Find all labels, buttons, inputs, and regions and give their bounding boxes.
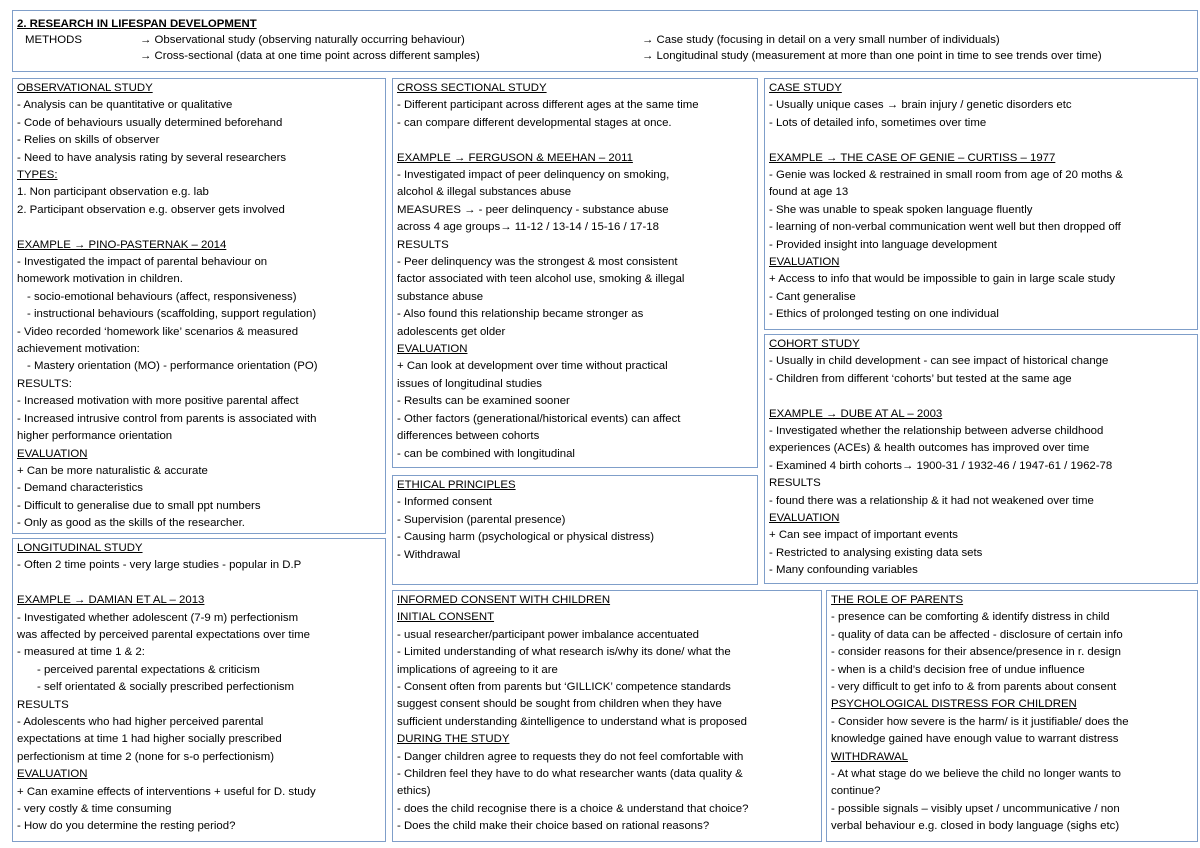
longitudinal-example-line: - measured at time 1 & 2: — [17, 646, 145, 659]
observational-example-title: EXAMPLE → PINO-PASTERNAK – 2014 — [17, 238, 227, 251]
cross-sectional-example-line: MEASURES → - peer delinquency - substance abuse — [397, 203, 669, 216]
methods-row-1 — [17, 32, 1194, 48]
cohort-evaluation-line: - Restricted to analysing existing data sets — [769, 546, 983, 559]
during-study-line: - Children feel they have to do what researcher wants (data quality & — [397, 768, 743, 781]
parents-title: THE ROLE OF PARENTS — [831, 594, 964, 606]
observational-evaluation-line: - Demand characteristics — [17, 482, 143, 495]
case-study-example-title: EXAMPLE → THE CASE OF GENIE – CURTISS – 1977 — [769, 151, 1056, 164]
withdrawal-line: verbal behaviour e.g. closed in body language (sighs etc) — [831, 820, 1120, 833]
cross-sectional-line: - can compare different developmental stages at once. — [397, 116, 672, 129]
informed-consent-panel — [392, 590, 822, 842]
role-of-parents-panel — [826, 590, 1198, 842]
cross-sectional-example-line: substance abuse — [397, 290, 484, 303]
parents-line: - consider reasons for their absence/presence in r. design — [831, 646, 1121, 659]
initial-consent-line: suggest consent should be sought from children when they have — [397, 698, 722, 711]
cross-sectional-evaluation-line: - Other factors (generational/historical events) can affect — [397, 412, 681, 425]
longitudinal-results-line: perfectionism at time 2 (none for s-o perfectionism) — [17, 750, 275, 763]
observational-evaluation-line: - Difficult to generalise due to small ppt numbers — [17, 499, 261, 512]
ethical-line: - Supervision (parental presence) — [397, 513, 566, 526]
initial-consent-line: - usual researcher/participant power imbalance accentuated — [397, 628, 700, 641]
ethical-line: - Withdrawal — [397, 548, 461, 561]
observational-example-line: - socio-emotional behaviours (affect, responsiveness) — [27, 290, 297, 303]
cross-sectional-evaluation-line: differences between cohorts — [397, 430, 540, 443]
observational-example-line: higher performance orientation — [17, 430, 173, 443]
observational-example-line: - Investigated the impact of parental behaviour on — [17, 256, 268, 269]
distress-label: PSYCHOLOGICAL DISTRESS FOR CHILDREN — [831, 698, 1077, 711]
initial-consent-label: INITIAL CONSENT — [397, 611, 495, 624]
ethical-line: - Informed consent — [397, 496, 492, 509]
during-study-line: - Does the child make their choice based on rational reasons? — [397, 820, 710, 833]
method-case-study: → Case study (focusing in detail on a very small number of individuals) — [642, 34, 1000, 46]
observational-title: OBSERVATIONAL STUDY — [17, 82, 153, 94]
cross-sectional-example-line: factor associated with teen alcohol use, smoking & illegal — [397, 273, 685, 286]
longitudinal-example-line: was affected by perceived parental expectations over time — [17, 629, 310, 642]
longitudinal-example-title: EXAMPLE → DAMIAN ET AL – 2013 — [17, 594, 205, 607]
page-title: 2. RESEARCH IN LIFESPAN DEVELOPMENT — [17, 18, 257, 30]
case-study-line: - Usually unique cases → brain injury / genetic disorders etc — [769, 99, 1072, 112]
case-study-evaluation-label: EVALUATION — [769, 256, 840, 269]
cohort-results-label: RESULTS — [769, 477, 821, 490]
withdrawal-line: - At what stage do we believe the child no longer wants to — [831, 768, 1122, 781]
case-study-example-line: - Genie was locked & restrained in small room from age of 20 moths & — [769, 169, 1123, 182]
observational-example-line: - Increased motivation with more positive parental affect — [17, 395, 299, 408]
observational-line: - Relies on skills of observer — [17, 134, 160, 147]
cohort-example-title: EXAMPLE → DUBE AT AL – 2003 — [769, 407, 943, 420]
informed-consent-title: INFORMED CONSENT WITH CHILDREN — [397, 594, 611, 606]
cohort-results-line: - found there was a relationship & it had not weakened over time — [769, 494, 1094, 507]
ethical-principles-panel — [392, 475, 758, 585]
method-longitudinal: → Longitudinal study (measurement at more than one point in time to see trends over time) — [642, 50, 1102, 62]
cross-sectional-evaluation-line: - can be combined with longitudinal — [397, 447, 575, 460]
methods-row-2 — [17, 48, 1194, 64]
method-cross-sectional: → Cross-sectional (data at one time point across different samples) — [140, 50, 480, 62]
parents-line: - very difficult to get info to & from parents about consent — [831, 681, 1117, 694]
method-observational: → Observational study (observing naturally occurring behaviour) — [140, 34, 465, 46]
case-study-example-line: - Provided insight into language development — [769, 238, 997, 251]
observational-example-line: - Increased intrusive control from parents is associated with — [17, 412, 317, 425]
cross-sectional-example-line: - Also found this relationship became stronger as — [397, 308, 644, 321]
observational-type: 2. Participant observation e.g. observer gets involved — [17, 203, 285, 216]
cohort-example-line: - Examined 4 birth cohorts→ 1900-31 / 1932-46 / 1947-61 / 1962-78 — [769, 459, 1113, 472]
observational-example-line: - Video recorded ‘homework like’ scenarios & measured — [17, 325, 299, 338]
case-study-evaluation-line: + Access to info that would be impossible to gain in large scale study — [769, 273, 1116, 286]
distress-line: - Consider how severe is the harm/ is it justifiable/ does the — [831, 715, 1129, 728]
longitudinal-line: - Often 2 time points - very large studies - popular in D.P — [17, 559, 302, 572]
longitudinal-results-line: - Adolescents who had higher perceived parental — [17, 716, 264, 729]
cohort-title: COHORT STUDY — [769, 338, 860, 350]
case-study-example-line: - She was unable to speak spoken language fluently — [769, 203, 1033, 216]
observational-line: - Need to have analysis rating by several researchers — [17, 151, 287, 164]
cross-sectional-example-line: - Investigated impact of peer delinquency on smoking, — [397, 169, 670, 182]
observational-example-line: homework motivation in children. — [17, 273, 183, 286]
withdrawal-line: continue? — [831, 785, 881, 798]
longitudinal-example-line: - perceived parental expectations & criticism — [37, 663, 260, 676]
cross-sectional-example-line: adolescents get older — [397, 325, 506, 338]
cross-sectional-example-title: EXAMPLE → FERGUSON & MEEHAN – 2011 — [397, 151, 633, 164]
header-panel — [12, 10, 1198, 72]
parents-line: - quality of data can be affected - disclosure of certain info — [831, 628, 1123, 641]
longitudinal-evaluation-label: EVALUATION — [17, 768, 88, 781]
observational-evaluation-label: EVALUATION — [17, 447, 88, 460]
cross-sectional-evaluation-line: issues of longitudinal studies — [397, 377, 543, 390]
longitudinal-results-label: RESULTS — [17, 698, 69, 711]
observational-example-line: - Mastery orientation (MO) - performance orientation (PO) — [27, 360, 318, 373]
cohort-line: - Children from different ‘cohorts’ but tested at the same age — [769, 372, 1072, 385]
during-study-label: DURING THE STUDY — [397, 733, 510, 746]
initial-consent-line: - Limited understanding of what research is/why its done/ what the — [397, 646, 731, 659]
cohort-evaluation-label: EVALUATION — [769, 512, 840, 525]
withdrawal-line: - possible signals – visibly upset / uncommunicative / non — [831, 802, 1120, 815]
during-study-line: ethics) — [397, 785, 431, 798]
cross-sectional-example-line: alcohol & illegal substances abuse — [397, 186, 572, 199]
case-study-panel — [764, 78, 1198, 330]
cohort-study-panel — [764, 334, 1198, 584]
longitudinal-example-line: - self orientated & socially prescribed perfectionism — [37, 681, 295, 694]
cross-sectional-panel — [392, 78, 758, 468]
cohort-evaluation-line: + Can see impact of important events — [769, 529, 958, 542]
observational-evaluation-line: + Can be more naturalistic & accurate — [17, 464, 208, 477]
cross-sectional-line: - Different participant across different ages at the same time — [397, 99, 699, 112]
longitudinal-example-line: - Investigated whether adolescent (7-9 m) perfectionism — [17, 611, 299, 624]
ethical-title: ETHICAL PRINCIPLES — [397, 479, 516, 491]
case-study-evaluation-line: - Ethics of prolonged testing on one individual — [769, 308, 999, 321]
observational-type: 1. Non participant observation e.g. lab — [17, 186, 209, 199]
cross-sectional-example-line: across 4 age groups→ 11-12 / 13-14 / 15-16 / 17-18 — [397, 221, 659, 234]
cohort-line: - Usually in child development - can see impact of historical change — [769, 355, 1109, 368]
longitudinal-evaluation-line: + Can examine effects of interventions + useful for D. study — [17, 785, 316, 798]
during-study-line: - Danger children agree to requests they do not feel comfortable with — [397, 750, 744, 763]
methods-label: METHODS — [25, 34, 82, 46]
observational-evaluation-line: - Only as good as the skills of the researcher. — [17, 517, 245, 530]
initial-consent-line: sufficient understanding &intelligence to understand what is proposed — [397, 715, 747, 728]
parents-line: - when is a child’s decision free of undue influence — [831, 663, 1085, 676]
cross-sectional-example-line: RESULTS — [397, 238, 449, 251]
case-study-title: CASE STUDY — [769, 82, 842, 94]
observational-example-line: achievement motivation: — [17, 343, 140, 356]
case-study-example-line: found at age 13 — [769, 186, 849, 199]
cohort-example-line: experiences (ACEs) & health outcomes has improved over time — [769, 442, 1090, 455]
cross-sectional-evaluation-line: - Results can be examined sooner — [397, 395, 570, 408]
parents-line: - presence can be comforting & identify distress in child — [831, 611, 1110, 624]
cross-sectional-evaluation-label: EVALUATION — [397, 343, 468, 356]
case-study-example-line: - learning of non-verbal communication went well but then dropped off — [769, 221, 1121, 234]
case-study-line: - Lots of detailed info, sometimes over time — [769, 116, 987, 129]
cross-sectional-example-line: - Peer delinquency was the strongest & most consistent — [397, 256, 678, 269]
observational-study-panel — [12, 78, 386, 534]
withdrawal-label: WITHDRAWAL — [831, 750, 908, 763]
observational-line: - Code of behaviours usually determined beforehand — [17, 116, 283, 129]
observational-types-label: TYPES: — [17, 169, 58, 182]
observational-line: - Analysis can be quantitative or qualitative — [17, 99, 233, 112]
cross-sectional-evaluation-line: + Can look at development over time without practical — [397, 360, 668, 373]
cohort-example-line: - Investigated whether the relationship between adverse childhood — [769, 425, 1104, 438]
observational-example-line: RESULTS: — [17, 377, 72, 390]
distress-line: knowledge gained have enough value to warrant distress — [831, 733, 1119, 746]
ethical-line: - Causing harm (psychological or physical distress) — [397, 531, 655, 544]
longitudinal-results-line: expectations at time 1 had higher socially prescribed — [17, 733, 282, 746]
initial-consent-line: implications of agreeing to it are — [397, 663, 558, 676]
longitudinal-evaluation-line: - very costly & time consuming — [17, 803, 172, 816]
observational-example-line: - instructional behaviours (scaffolding, support regulation) — [27, 308, 317, 321]
longitudinal-evaluation-line: - How do you determine the resting period? — [17, 820, 236, 833]
longitudinal-title: LONGITUDINAL STUDY — [17, 542, 143, 554]
longitudinal-study-panel — [12, 538, 386, 842]
initial-consent-line: - Consent often from parents but ‘GILLICK’ competence standards — [397, 681, 731, 694]
during-study-line: - does the child recognise there is a choice & understand that choice? — [397, 802, 749, 815]
case-study-evaluation-line: - Cant generalise — [769, 290, 856, 303]
cross-sectional-title: CROSS SECTIONAL STUDY — [397, 82, 547, 94]
cohort-evaluation-line: - Many confounding variables — [769, 564, 918, 577]
